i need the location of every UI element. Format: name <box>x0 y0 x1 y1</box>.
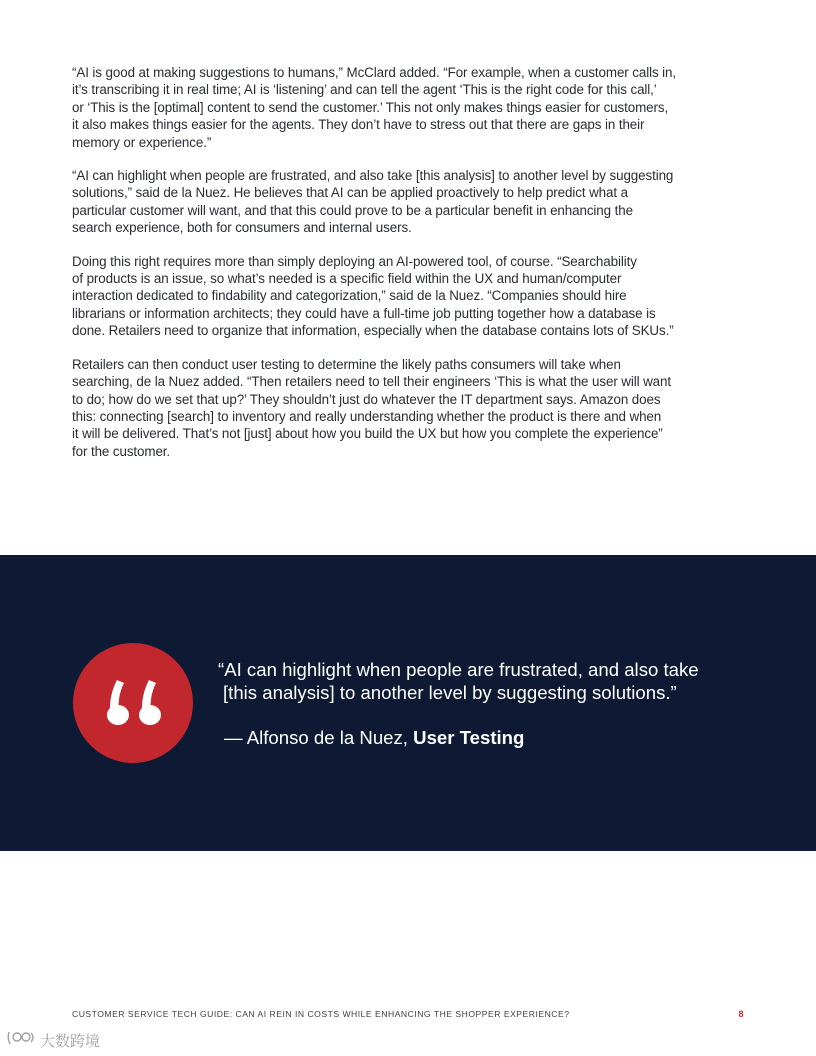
text-line: done. Retailers need to organize that information, especially when the database contains lots of SKUs.” <box>72 323 674 339</box>
watermark-text: 大数跨境 <box>40 1032 101 1050</box>
text-line: interaction dedicated to findability and categorization,” said de la Nuez. “Companies should hire <box>72 288 627 304</box>
page-number: 8 <box>738 1009 744 1019</box>
watermark <box>6 1029 100 1051</box>
quote-line: “AI can highlight when people are frustrated, and also take <box>218 659 699 680</box>
text-line: searching, de la Nuez added. “Then retailers need to tell their engineers ‘This is what the user will want <box>72 374 671 390</box>
page-footer <box>72 1009 744 1019</box>
text-line: particular customer will want, and that this could prove to be a particular benefit in enhancing the <box>72 202 633 218</box>
text-line: of products is an issue, so what’s needed is a specific field within the UX and human/computer <box>72 271 622 287</box>
text-line: it also makes things easier for the agents. They don’t have to stress out that there are gaps in their <box>72 117 645 133</box>
article-body <box>72 64 752 476</box>
article-paragraph <box>72 167 752 237</box>
text-line: or ‘This is the [optimal] content to send the customer.’ This not only makes things easier for customers, <box>72 99 669 115</box>
text-line: “AI is good at making suggestions to humans,” McClard added. “For example, when a customer calls in, <box>72 65 677 80</box>
text-line: solutions,” said de la Nuez. He believes that AI can be applied proactively to help predict what a <box>72 185 628 201</box>
text-line: this: connecting [search] to inventory and really understanding whether the product is there and when <box>72 408 662 424</box>
text-line: librarians or information architects; they could have a full-time job putting together how a database is <box>72 305 656 321</box>
article-paragraph <box>72 253 752 340</box>
attribution-company: User Testing <box>413 727 525 748</box>
text-line: for the customer. <box>72 443 171 459</box>
text-line: Doing this right requires more than simply deploying an AI-powered tool, of course. “Searchability <box>72 253 637 269</box>
article-paragraph <box>72 356 752 460</box>
text-line: it’s transcribing it in real time; AI is ‘listening’ and can tell the agent ‘This is the right code for this call,’ <box>72 82 657 98</box>
article-paragraph <box>72 64 752 151</box>
footer-title: CUSTOMER SERVICE TECH GUIDE: CAN AI REIN IN COSTS WHILE ENHANCING THE SHOPPER EXPERIENCE? <box>72 1009 570 1019</box>
pull-quote-text <box>218 658 798 704</box>
text-line: it will be delivered. That’s not [just] about how you build the UX but how you complete the experience” <box>72 426 663 442</box>
pull-quote-band <box>0 555 816 851</box>
text-line: to do; how do we set that up?’ They shouldn’t just do whatever the IT department says. Amazon does <box>72 391 661 407</box>
text-line: search experience, both for consumers and internal users. <box>72 220 412 236</box>
text-line: “AI can highlight when people are frustrated, and also take [this analysis] to another level by suggesting <box>72 168 674 184</box>
text-line: memory or experience.” <box>72 134 212 150</box>
attribution-speaker: — Alfonso de la Nuez, <box>224 727 414 748</box>
quotation-mark-icon <box>73 643 193 763</box>
quote-line: [this analysis] to another level by suggesting solutions.” <box>223 682 677 703</box>
quote-attribution <box>224 726 524 749</box>
text-line: Retailers can then conduct user testing to determine the likely paths consumers will take when <box>72 356 621 372</box>
watermark-logo-icon <box>6 1029 38 1051</box>
